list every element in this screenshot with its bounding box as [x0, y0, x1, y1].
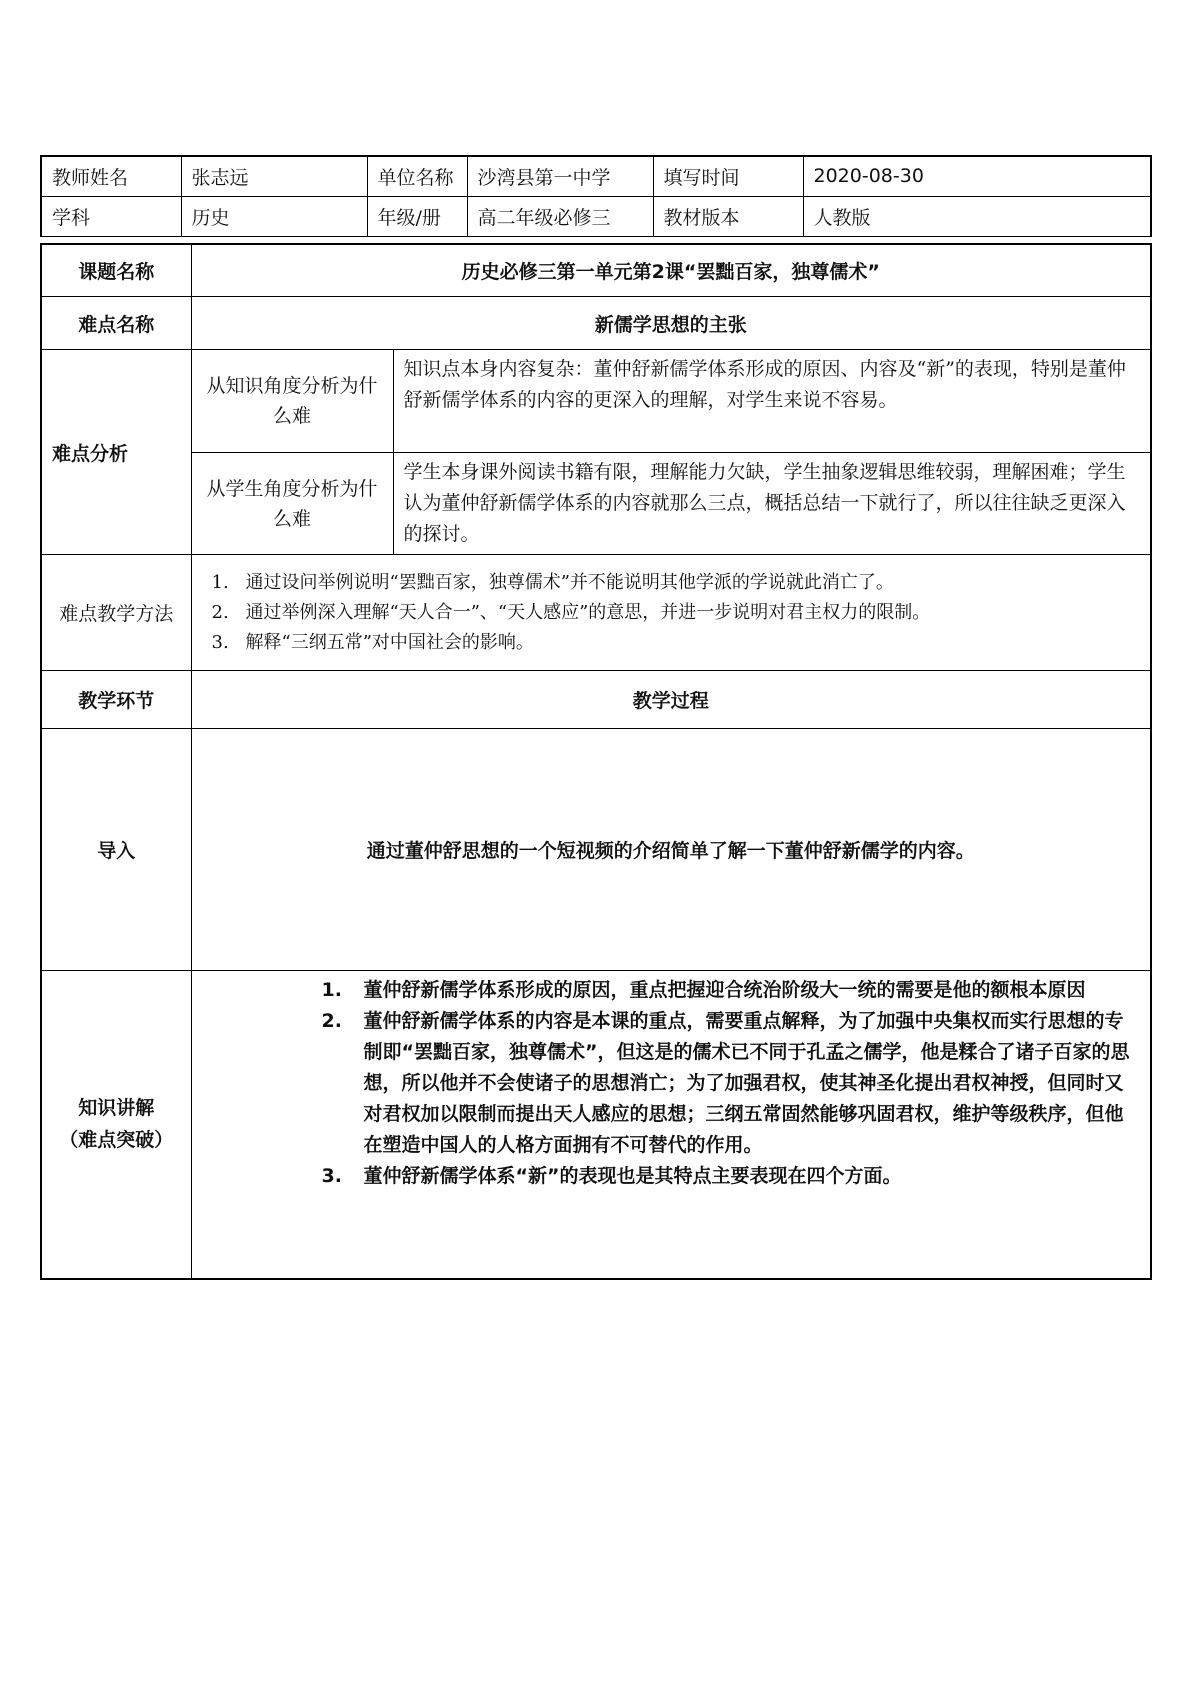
- knowledge-angle-text: 知识点本身内容复杂：董仲舒新儒学体系形成的原因、内容及“新”的表现，特别是董仲舒新儒学体系的内容的更深入的理解，对学生来说不容易。: [393, 350, 1151, 453]
- method-text: 通过举例深入理解“天人合一”、“天人感应”的意思，并进一步说明对君主权力的限制。: [245, 601, 931, 623]
- knowledge-number: 2.: [321, 1010, 342, 1032]
- methods-list: [202, 568, 1141, 658]
- student-angle-label: 从学生角度分析为什么难: [191, 453, 393, 555]
- knowledge-item: [322, 1006, 1131, 1161]
- unit-label: 单位名称: [367, 156, 467, 196]
- student-angle-text: 学生本身课外阅读书籍有限，理解能力欠缺，学生抽象逻辑思维较弱，理解困难；学生认为董仲舒新儒学体系的内容就那么三点，概括总结一下就行了，所以往往缺乏更深入的探讨。: [393, 453, 1151, 555]
- knowledge-label-line1: 知识讲解: [78, 1097, 155, 1120]
- date-value: 2020-08-30: [803, 156, 1151, 196]
- method-number: 1.: [211, 571, 229, 593]
- teacher-value: 张志远: [181, 156, 367, 196]
- knowledge-text: 董仲舒新儒学体系形成的原因，重点把握迎合统治阶级大一统的需要是他的额根本原因: [363, 979, 1086, 1001]
- intro-label: 导入: [41, 729, 191, 971]
- info-table: [40, 155, 1152, 237]
- intro-text: 通过董仲舒思想的一个短视频的介绍简单了解一下董仲舒新儒学的内容。: [191, 729, 1151, 971]
- method-number: 2.: [211, 601, 229, 623]
- methods-cell: [191, 555, 1151, 671]
- methods-label: 难点教学方法: [41, 555, 191, 671]
- knowledge-text: 董仲舒新儒学体系的内容是本课的重点，需要重点解释，为了加强中央集权而实行思想的专制即“罢黜百家，独尊儒术”，但这是的儒术已不同于孔孟之儒学，他是糅合了诸子百家的思想，所以他并不会使诸子的思想消亡；为了加强君权，使其神圣化提出君权神授，但同时又对君权加以限制而提出天人感应的思想；三纲五常固然能够巩固君权，维护等级秩序，但他在塑造中国人的人格方面拥有不可替代的作用。: [363, 1010, 1130, 1156]
- unit-value: 沙湾县第一中学: [467, 156, 653, 196]
- plan-table: [40, 243, 1152, 1280]
- method-text: 通过设问举例说明“罢黜百家，独尊儒术”并不能说明其他学派的学说就此消亡了。: [245, 571, 894, 593]
- knowledge-number: 1.: [321, 979, 342, 1001]
- stage-header: 教学环节: [41, 671, 191, 729]
- difficulty-value: 新儒学思想的主张: [191, 297, 1151, 350]
- teacher-label: 教师姓名: [41, 156, 181, 196]
- subject-value: 历史: [181, 196, 367, 236]
- method-item: [212, 628, 1141, 658]
- knowledge-number: 3.: [321, 1165, 342, 1187]
- knowledge-label-line2: （难点突破）: [59, 1129, 174, 1152]
- process-header: 教学过程: [191, 671, 1151, 729]
- difficulty-label: 难点名称: [41, 297, 191, 350]
- date-label: 填写时间: [653, 156, 803, 196]
- analysis-label: 难点分析: [41, 350, 191, 555]
- method-text: 解释“三纲五常”对中国社会的影响。: [245, 631, 534, 653]
- method-item: [212, 598, 1141, 628]
- knowledge-label: [41, 971, 191, 1279]
- grade-value: 高二年级必修三: [467, 196, 653, 236]
- grade-label: 年级/册: [367, 196, 467, 236]
- knowledge-list: [202, 975, 1141, 1192]
- method-number: 3.: [211, 631, 229, 653]
- knowledge-cell: [191, 971, 1151, 1279]
- lesson-plan-sheet: [40, 155, 1150, 1280]
- knowledge-item: [322, 1161, 1131, 1192]
- knowledge-text: 董仲舒新儒学体系“新”的表现也是其特点主要表现在四个方面。: [363, 1165, 902, 1187]
- subject-label: 学科: [41, 196, 181, 236]
- knowledge-angle-label: 从知识角度分析为什么难: [191, 350, 393, 453]
- knowledge-item: [322, 975, 1131, 1006]
- textbook-label: 教材版本: [653, 196, 803, 236]
- topic-label: 课题名称: [41, 244, 191, 297]
- method-item: [212, 568, 1141, 598]
- textbook-value: 人教版: [803, 196, 1151, 236]
- topic-value: 历史必修三第一单元第2课“罢黜百家，独尊儒术”: [191, 244, 1151, 297]
